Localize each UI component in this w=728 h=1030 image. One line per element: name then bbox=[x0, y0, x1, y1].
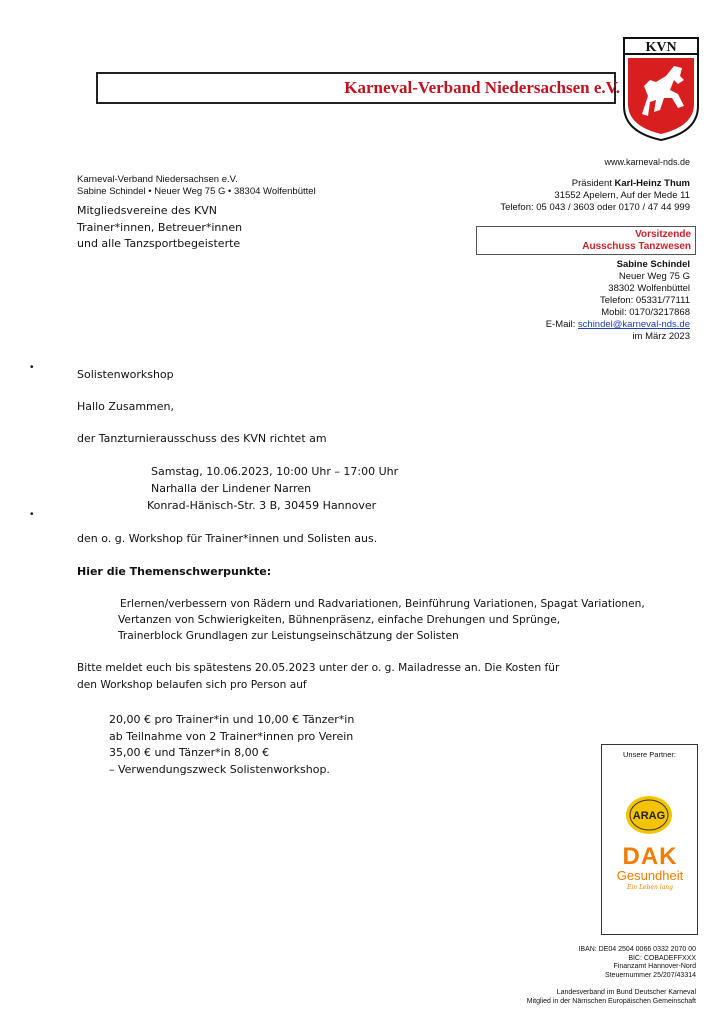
partner-box bbox=[601, 744, 698, 935]
contact-name: Sabine Schindel bbox=[616, 259, 690, 270]
fold-mark-1: • bbox=[30, 362, 34, 373]
contact-street: Neuer Weg 75 G bbox=[618, 271, 690, 282]
contact-mobile: Mobil: 0170/3217868 bbox=[601, 307, 690, 318]
footer-membership-1: Landesverband im Bund Deutscher Karneval bbox=[556, 989, 696, 996]
cost-line-1: 20,00 € pro Trainer*in und 10,00 € Tänzer*in bbox=[109, 713, 355, 726]
contact-city: 38302 Wolfenbüttel bbox=[608, 283, 690, 294]
letter-date: im März 2023 bbox=[632, 331, 690, 342]
footer-membership-2: Mitglied in der Närrischen Europäischen Gemeinschaft bbox=[526, 997, 696, 1005]
recipient-line-3: und alle Tanzsportbegeisterte bbox=[77, 237, 241, 251]
arag-logo bbox=[625, 795, 673, 835]
letter-intro: der Tanzturnierausschuss des KVN richtet am bbox=[77, 432, 327, 445]
topic-3: Trainerblock Grundlagen zur Leistungseinschätzung der Solisten bbox=[118, 630, 459, 642]
letter-outro: den o. g. Workshop für Trainer*innen und Solisten aus. bbox=[77, 532, 378, 545]
committee-box bbox=[476, 226, 696, 255]
cost-line-3: 35,00 € und Tänzer*in 8,00 € bbox=[109, 746, 270, 759]
letter-subject: Solistenworkshop bbox=[77, 368, 174, 381]
dak-slogan: Ein Leben lang bbox=[627, 884, 673, 891]
dak-logo-top: DAK bbox=[622, 843, 678, 870]
letter-greeting: Hallo Zusammen, bbox=[77, 400, 174, 413]
email-label: E-Mail: bbox=[545, 319, 576, 330]
fold-mark-2: • bbox=[30, 509, 34, 520]
footer-bank-2: BIC: COBADEFFXXX bbox=[628, 954, 696, 962]
arag-text: ARAG bbox=[632, 810, 666, 822]
event-address: Konrad-Hänisch-Str. 3 B, 30459 Hannover bbox=[147, 499, 377, 512]
registration-line-2: den Workshop belaufen sich pro Person auf bbox=[77, 679, 307, 691]
website: www.karneval-nds.de bbox=[604, 157, 690, 167]
footer-bank-4: Steuernummer 25/207/43314 bbox=[604, 971, 696, 979]
kvn-logo bbox=[622, 36, 700, 142]
president-address: 31552 Apelern, Auf der Mede 11 bbox=[554, 190, 690, 201]
committee-line-1: Vorsitzende bbox=[635, 229, 691, 240]
recipient-line-2: Trainer*innen, Betreuer*innen bbox=[77, 220, 243, 234]
topic-1: Erlernen/verbessern von Rädern und Radvariationen, Beinführung Variationen, Spagat Variationen, bbox=[120, 598, 645, 610]
event-venue: Narhalla der Lindener Narren bbox=[151, 482, 312, 495]
sender-line-1: Karneval-Verband Niedersachsen e.V. bbox=[77, 174, 238, 185]
dak-logo-bottom: Gesundheit bbox=[616, 868, 684, 883]
recipient-line-1: Mitgliedsvereine des KVN bbox=[77, 204, 217, 217]
cost-line-4: – Verwendungszweck Solistenworkshop. bbox=[109, 763, 330, 776]
president-name: Karl-Heinz Thum bbox=[614, 178, 690, 189]
contact-email-line bbox=[440, 319, 690, 331]
org-title: Karneval-Verband Niedersachsen e.V. bbox=[344, 78, 620, 97]
contact-phone: Telefon: 05331/77111 bbox=[600, 295, 690, 306]
topics-heading: Hier die Themenschwerpunkte: bbox=[77, 565, 272, 578]
partner-label: Unsere Partner: bbox=[623, 750, 676, 759]
event-date: Samstag, 10.06.2023, 10:00 Uhr – 17:00 Uhr bbox=[151, 465, 399, 478]
cost-line-2: ab Teilnahme von 2 Trainer*innen pro Verein bbox=[109, 730, 354, 743]
footer-bank-1: IBAN: DE04 2504 0066 0332 2070 00 bbox=[578, 946, 696, 953]
president-phone: Telefon: 05 043 / 3603 oder 0170 / 47 44 999 bbox=[500, 202, 690, 213]
sender-line-2: Sabine Schindel • Neuer Weg 75 G • 38304 Wolfenbüttel bbox=[77, 186, 316, 197]
email-link[interactable]: schindel@karneval-nds.de bbox=[577, 319, 690, 330]
topic-2: Vertanzen von Schwierigkeiten, Bühnenpräsenz, einfache Drehungen und Sprünge, bbox=[118, 614, 561, 626]
committee-line-2: Ausschuss Tanzwesen bbox=[582, 241, 691, 252]
president-label: Präsident bbox=[571, 178, 612, 189]
president-line bbox=[440, 178, 690, 190]
registration-line-1: Bitte meldet euch bis spätestens 20.05.2023 unter der o. g. Mailadresse an. Die Kosten für bbox=[77, 662, 560, 674]
footer-bank-3: Finanzamt Hannover-Nord bbox=[613, 963, 696, 970]
logo-text: KVN bbox=[645, 40, 677, 55]
